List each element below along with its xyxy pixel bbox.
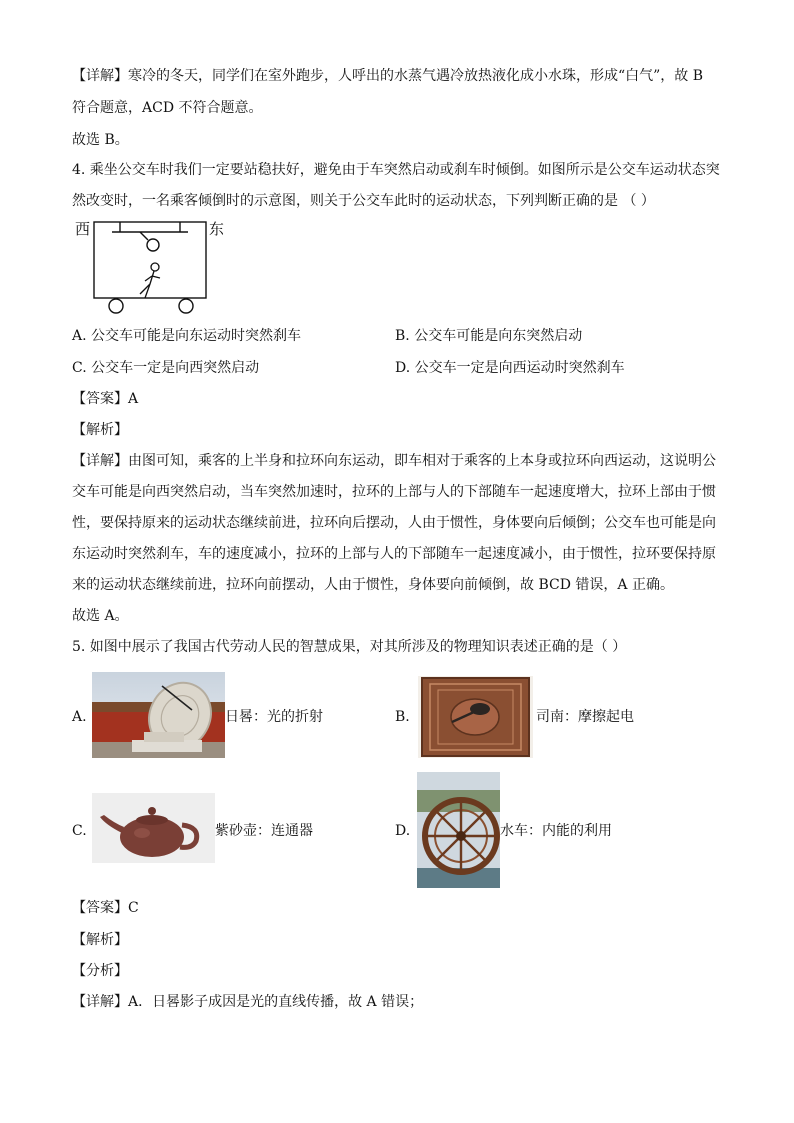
- q4-detail-line-1: 【详解】由图可知，乘客的上半身和拉环向东运动，即车相对于乘客的上本身或拉环向西运动，这说明公: [72, 453, 716, 469]
- q5-option-a-text: 日晷：光的折射: [225, 709, 323, 725]
- q4-option-c: C. 公交车一定是向西突然启动: [72, 360, 260, 376]
- q4-option-d: D. 公交车一定是向西运动时突然刹车: [395, 360, 625, 376]
- q5-detail-a: 【详解】A．日晷影子成因是光的直线传播，故 A 错误；: [72, 994, 424, 1010]
- east-label: 东: [209, 220, 225, 238]
- q4-stem-line-2: 然改变时，一名乘客倾倒时的示意图，则关于公交车此时的运动状态，下列判断正确的是 （ ）: [72, 193, 655, 209]
- q4-analysis-heading: 【解析】: [72, 422, 128, 438]
- q4-detail-line-3: 性，要保持原来的运动状态继续前进，拉环向后摆动，人由于惯性，身体要向后倾倒；公交车也可能是向: [72, 515, 716, 531]
- q4-detail-line-2: 交车可能是向西突然启动，当车突然加速时，拉环的上部与人的下部随车一起速度增大，拉环上部由于惯: [72, 484, 716, 500]
- q5-option-d-letter: D.: [395, 823, 411, 839]
- q5-option-b-letter: B.: [395, 709, 410, 725]
- q5-answer: 【答案】C: [72, 900, 139, 916]
- teapot-image: [92, 793, 215, 863]
- q5-option-d-text: 水车：内能的利用: [500, 823, 612, 839]
- q4-answer: 【答案】A: [72, 391, 139, 407]
- q5-option-a-letter: A.: [72, 709, 87, 725]
- q4-stem-line-1: 4. 乘坐公交车时我们一定要站稳扶好，避免由于车突然启动或刹车时倾倒。如图所示是公交车运动状态突: [72, 162, 720, 178]
- prev-detail-line-2: 符合题意，ACD 不符合题意。: [72, 100, 263, 116]
- sundial-image: [92, 672, 225, 758]
- q5-analysis-heading: 【解析】: [72, 932, 128, 948]
- q5-fenxi-heading: 【分析】: [72, 963, 128, 979]
- q4-option-a: A. 公交车可能是向东运动时突然刹车: [72, 328, 302, 344]
- q4-choice: 故选 A。: [72, 608, 129, 624]
- q5-option-c-letter: C.: [72, 823, 87, 839]
- west-label: 西: [75, 220, 91, 238]
- q4-detail-line-5: 来的运动状态继续前进，拉环向前摆动，人由于惯性，身体要向前倾倒，故 BCD 错误，A 正确。: [72, 577, 674, 593]
- q5-option-b-text: 司南：摩擦起电: [536, 709, 634, 725]
- q4-detail-line-4: 东运动时突然刹车，车的速度减小，拉环的上部与人的下部随车一起速度减小，由于惯性，拉环要保持原: [72, 546, 716, 562]
- q4-option-b: B. 公交车可能是向东突然启动: [395, 328, 583, 344]
- q5-option-c-text: 紫砂壶：连通器: [215, 823, 313, 839]
- prev-detail-line-1: 【详解】寒冷的冬天，同学们在室外跑步，人呼出的水蒸气遇冷放热液化成小水珠，形成“白气”，故 B: [72, 68, 704, 84]
- compass-image: [418, 676, 533, 758]
- q5-stem: 5. 如图中展示了我国古代劳动人民的智慧成果，对其所涉及的物理知识表述正确的是（ ）: [72, 639, 627, 655]
- bus-diagram: [90, 218, 210, 316]
- prev-choice: 故选 B。: [72, 132, 129, 148]
- waterwheel-image: [417, 772, 500, 888]
